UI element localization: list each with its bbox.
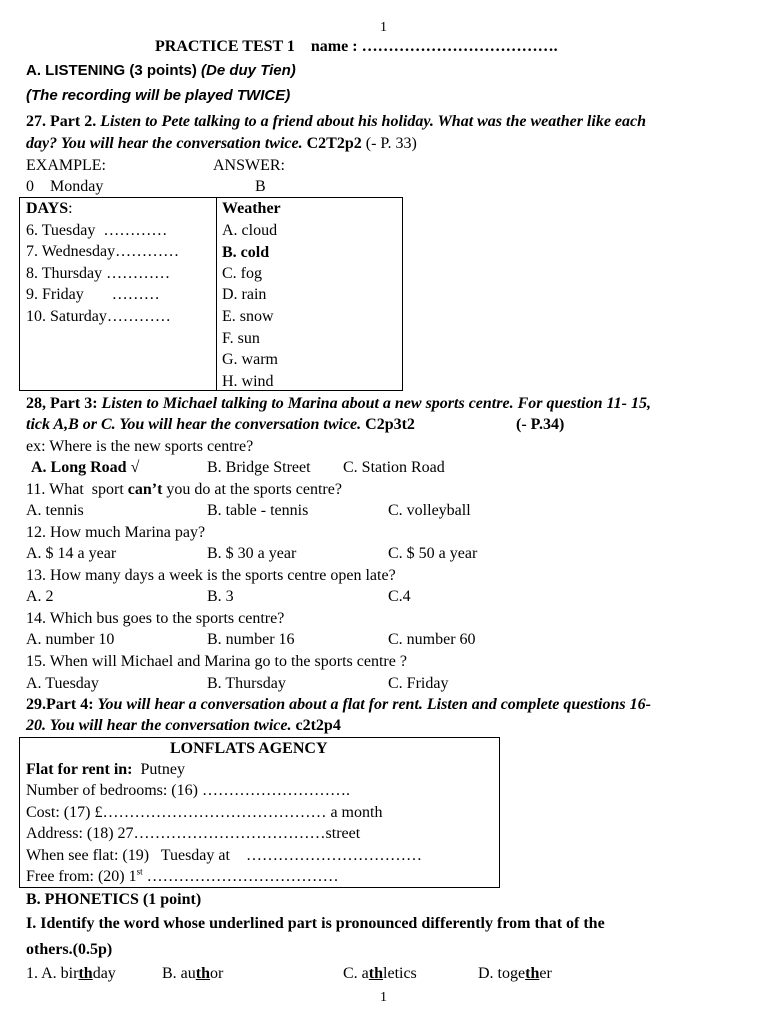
option-b: B. Thursday — [207, 675, 286, 692]
question-12: 12. How much Marina pay? — [26, 524, 206, 541]
part3-instruction-line2: tick A,B or C. You will hear the conversation twice. C2p3t2 — [26, 416, 415, 433]
cost-line: Cost: (17) £…………………………………… a month — [26, 804, 383, 821]
day-row-8: 8. Thursday ………… — [26, 265, 171, 282]
example-option-b: B. Bridge Street — [207, 459, 311, 476]
weather-option: D. rain — [222, 286, 267, 303]
option-b: B. table - tennis — [207, 502, 309, 519]
answer-label: ANSWER: — [213, 157, 285, 174]
test-header — [155, 37, 558, 57]
section-b-instruction-line2: others.(0.5p) — [26, 941, 113, 958]
weather-option: H. wind — [222, 373, 274, 390]
weather-option: F. sun — [222, 330, 260, 347]
question-11: 11. What sport can’t you do at the sports centre? — [26, 481, 342, 498]
flat-location: Flat for rent in: Putney — [26, 761, 185, 778]
phonetics-q1-c: C. athletics — [343, 965, 417, 982]
weather-header: Weather — [222, 200, 281, 217]
weather-option: C. fog — [222, 265, 262, 282]
name-field-label: name : ………………………………. — [310, 38, 558, 55]
when-line: When see flat: (19) Tuesday at …………………………… — [26, 847, 422, 864]
weather-option: G. warm — [222, 351, 278, 368]
part4-instruction-line2: 20. You will hear the conversation twice. c2t2p4 — [26, 717, 341, 734]
section-a-title: A. LISTENING (3 points) (De duy Tien) — [26, 62, 296, 79]
page-number-top: 1 — [380, 20, 387, 35]
section-b-title: B. PHONETICS (1 point) — [26, 891, 202, 908]
option-b: B. number 16 — [207, 631, 295, 648]
example-label: EXAMPLE: — [26, 157, 106, 174]
day-row-6: 6. Tuesday ………… — [26, 222, 168, 239]
part3-page-ref: (- P.34) — [516, 416, 565, 433]
weather-option: A. cloud — [222, 222, 278, 239]
option-c: C. volleyball — [388, 502, 471, 519]
example-question: ex: Where is the new sports centre? — [26, 438, 254, 455]
weather-option: B. cold — [222, 244, 270, 261]
option-a: A. number 10 — [26, 631, 115, 648]
part4-instruction-line1: 29.Part 4: You will hear a conversation about a flat for rent. Listen and complete questions 16- — [26, 696, 651, 713]
agency-title: LONFLATS AGENCY — [170, 740, 328, 757]
question-15: 15. When will Michael and Marina go to the sports centre ? — [26, 653, 407, 670]
page-number-bottom: 1 — [380, 990, 387, 1005]
part2-instruction-line2: day? You will hear the conversation twice. C2T2p2 (- P. 33) — [26, 135, 417, 152]
day-row-10: 10. Saturday………… — [26, 308, 171, 325]
test-title: PRACTICE TEST 1 — [155, 38, 295, 55]
option-a: A. tennis — [26, 502, 84, 519]
option-c: C. number 60 — [388, 631, 476, 648]
example-option-c: C. Station Road — [343, 459, 445, 476]
days-header: DAYS: — [26, 200, 73, 217]
example-answer: B — [255, 178, 266, 195]
day-row-7: 7. Wednesday………… — [26, 243, 180, 260]
free-from-line: Free from: (20) 1st ……………………………… — [26, 866, 339, 885]
example-option-a: A. Long Road √ — [31, 459, 140, 476]
option-b: B. $ 30 a year — [207, 545, 297, 562]
example-item: 0 Monday — [26, 178, 104, 195]
part3-instruction-line1: 28, Part 3: Listen to Michael talking to Marina about a new sports centre. For question 11- 15, — [26, 395, 651, 412]
weather-option: E. snow — [222, 308, 274, 325]
day-row-9: 9. Friday ……… — [26, 286, 160, 303]
option-b: B. 3 — [207, 588, 234, 605]
option-c: C. $ 50 a year — [388, 545, 478, 562]
phonetics-q1-a: 1. A. birthday — [26, 965, 116, 982]
option-c: C. Friday — [388, 675, 449, 692]
bedrooms-line: Number of bedrooms: (16) ………………………. — [26, 782, 350, 799]
question-13: 13. How many days a week is the sports centre open late? — [26, 567, 396, 584]
option-a: A. 2 — [26, 588, 54, 605]
option-c: C.4 — [388, 588, 411, 605]
phonetics-q1-b: B. author — [162, 965, 224, 982]
section-a-note: (The recording will be played TWICE) — [26, 87, 291, 104]
address-line: Address: (18) 27………………………………street — [26, 825, 361, 842]
table-divider — [216, 198, 217, 390]
option-a: A. $ 14 a year — [26, 545, 117, 562]
part2-instruction-line1: 27. Part 2. Listen to Pete talking to a friend about his holiday. What was the weather like each — [26, 113, 647, 130]
question-14: 14. Which bus goes to the sports centre? — [26, 610, 285, 627]
option-a: A. Tuesday — [26, 675, 99, 692]
section-b-instruction-line1: I. Identify the word whose underlined part is pronounced differently from that of the — [26, 915, 605, 932]
phonetics-q1-d: D. together — [478, 965, 552, 982]
